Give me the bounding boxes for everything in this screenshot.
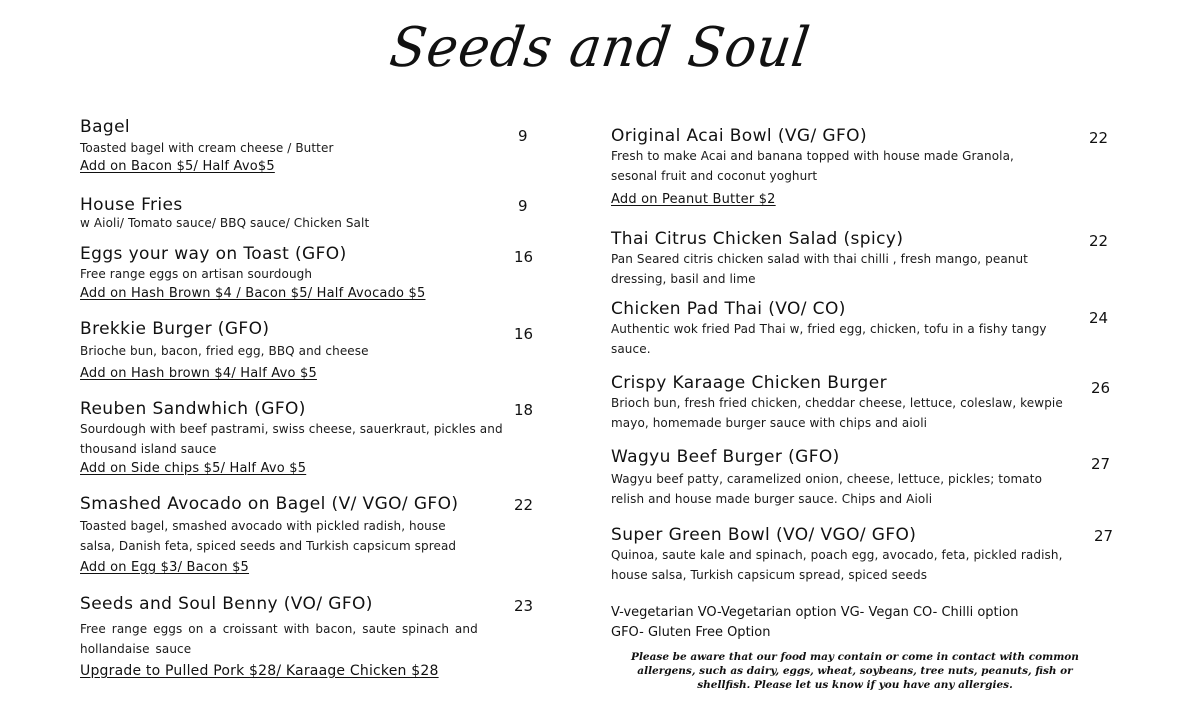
item-name: Seeds and Soul Benny (VO/ GFO)	[80, 594, 373, 614]
item-price: 23	[514, 597, 534, 615]
item-addon: Add on Hash brown $4/ Half Avo $5	[80, 366, 317, 381]
allergen-notice: Please be aware that our food may contain or come in contact with common allergens, such as dairy, eggs, wheat, soybeans, tree nuts, peanuts, fish or shellfish. Please let us know if you have any allergies.	[631, 651, 1079, 691]
item-description: Quinoa, saute kale and spinach, poach egg, avocado, feta, pickled radish, house salsa, Turkish capsicum spread, spiced seeds	[611, 548, 1063, 582]
item-addon: Upgrade to Pulled Pork $28/ Karaage Chicken $28	[80, 663, 439, 679]
item-description: Pan Seared citris chicken salad with thai chilli , fresh mango, peanut dressing, basil and lime	[611, 252, 1028, 286]
menu-item-reuben-sandwich	[80, 399, 534, 479]
dietary-legend	[611, 603, 1018, 643]
item-price: 22	[514, 496, 534, 514]
item-description: Brioch bun, fresh fried chicken, cheddar cheese, lettuce, coleslaw, kewpie mayo, homemade burger sauce with chips and aioli	[611, 396, 1063, 430]
menu-item-bagel	[80, 117, 530, 177]
item-description: Fresh to make Acai and banana topped with house made Granola, sesonal fruit and coconut yoghurt	[611, 149, 1014, 183]
item-name: Eggs your way on Toast (GFO)	[80, 244, 347, 264]
item-addon: Add on Hash Brown $4 / Bacon $5/ Half Avocado $5	[80, 286, 426, 301]
item-price: 16	[514, 248, 534, 266]
item-price: 27	[1094, 527, 1114, 545]
item-name: Brekkie Burger (GFO)	[80, 319, 270, 339]
item-name: Chicken Pad Thai (VO/ CO)	[611, 299, 846, 319]
item-description: Toasted bagel with cream cheese / Butter	[80, 141, 334, 155]
item-price: 26	[1091, 379, 1111, 397]
item-name: Original Acai Bowl (VG/ GFO)	[611, 126, 867, 146]
menu-item-thai-citrus-salad	[611, 229, 1111, 289]
restaurant-title: Seeds and Soul	[386, 16, 814, 80]
menu-item-wagyu-burger	[611, 447, 1111, 509]
item-price: 9	[518, 127, 528, 145]
item-price: 22	[1089, 232, 1109, 250]
item-price: 9	[518, 197, 528, 215]
item-description: Toasted bagel, smashed avocado with pickled radish, house salsa, Danish feta, spiced seeds and Turkish capsicum spread	[80, 519, 457, 553]
item-name: Crispy Karaage Chicken Burger	[611, 373, 887, 393]
item-name: Super Green Bowl (VO/ VGO/ GFO)	[611, 525, 917, 545]
item-name: Bagel	[80, 117, 131, 137]
item-name: Thai Citrus Chicken Salad (spicy)	[611, 229, 904, 249]
item-addon: Add on Egg $3/ Bacon $5	[80, 560, 250, 575]
item-addon: Add on Peanut Butter $2	[611, 192, 776, 207]
item-price: 24	[1089, 309, 1109, 327]
menu-item-acai-bowl	[611, 126, 1111, 210]
item-description: w Aioli/ Tomato sauce/ BBQ sauce/ Chicken Salt	[80, 216, 370, 230]
item-addon: Add on Side chips $5/ Half Avo $5	[80, 461, 307, 476]
legend-line-2: GFO- Gluten Free Option	[611, 625, 771, 640]
item-description: Free range eggs on artisan sourdough	[80, 267, 313, 281]
menu-item-karaage-burger	[611, 373, 1111, 433]
item-description: Authentic wok fried Pad Thai w, fried egg, chicken, tofu in a fishy tangy sauce.	[611, 322, 1047, 356]
item-description: Brioche bun, bacon, fried egg, BBQ and cheese	[80, 344, 369, 358]
menu-item-house-fries	[80, 195, 530, 232]
item-description: Wagyu beef patty, caramelized onion, cheese, lettuce, pickles; tomato relish and house made burger sauce. Chips and Aioli	[611, 472, 1043, 506]
item-price: 16	[514, 325, 534, 343]
menu-item-eggs-on-toast	[80, 244, 534, 304]
menu-item-brekkie-burger	[80, 319, 534, 384]
item-description: Free range eggs on a croissant with bacon, saute spinach and hollandaise sauce	[80, 622, 478, 656]
item-name: Wagyu Beef Burger (GFO)	[611, 447, 840, 467]
legend-line-1: V-vegetarian VO-Vegetarian option VG- Vegan CO- Chilli option	[611, 605, 1019, 620]
menu-item-seeds-and-soul-benny	[80, 594, 540, 681]
item-name: Smashed Avocado on Bagel (V/ VGO/ GFO)	[80, 494, 459, 514]
item-description: Sourdough with beef pastrami, swiss cheese, sauerkraut, pickles and thousand island sauce	[80, 422, 503, 456]
item-price: 18	[514, 401, 534, 419]
menu-item-super-green-bowl	[611, 525, 1114, 585]
item-addon: Add on Bacon $5/ Half Avo$5	[80, 159, 275, 174]
item-price: 22	[1089, 129, 1109, 147]
item-price: 27	[1091, 455, 1111, 473]
item-name: Reuben Sandwhich (GFO)	[80, 399, 306, 419]
menu-item-chicken-pad-thai	[611, 299, 1111, 359]
menu-item-smashed-avocado	[80, 494, 540, 578]
item-name: House Fries	[80, 195, 183, 215]
